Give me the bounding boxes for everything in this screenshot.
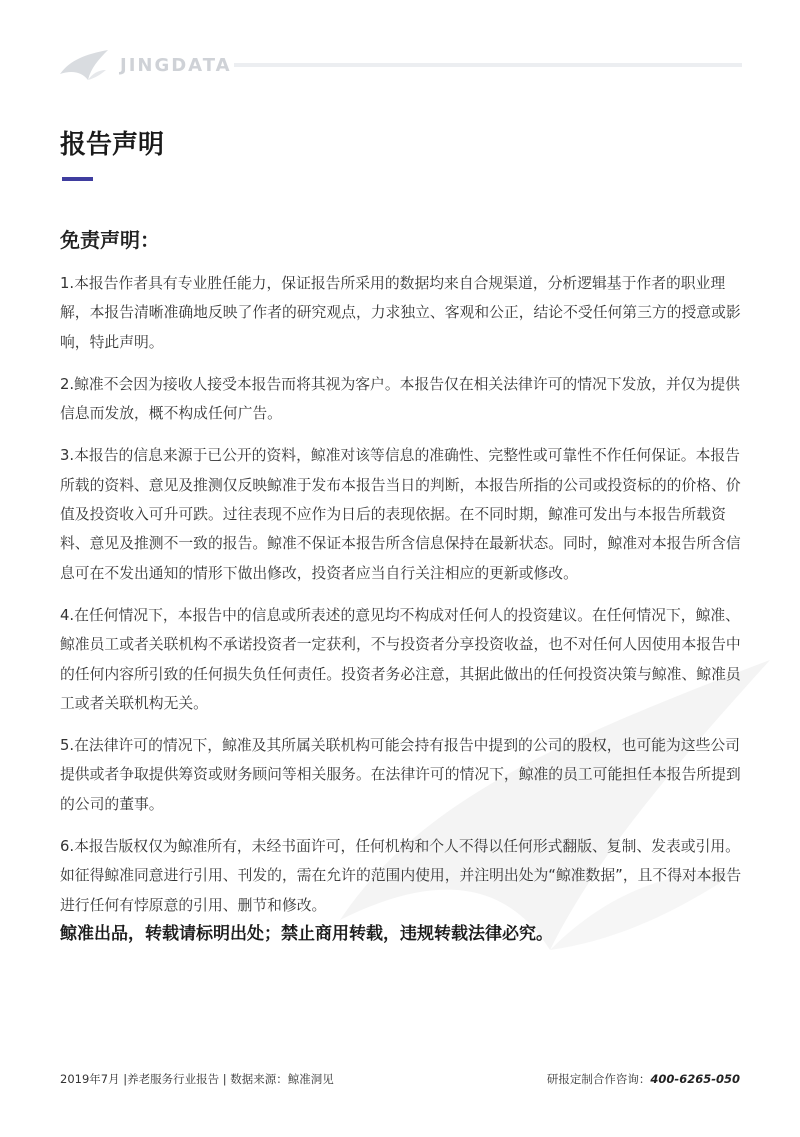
- disclaimer-paragraph-1: 1.本报告作者具有专业胜任能力，保证报告所采用的数据均来自合规渠道，分析逻辑基于作者的职业理解，本报告清晰准确地反映了作者的研究观点，力求独立、客观和公正，结论不受任何第三方的授意或影响，特此声明。: [60, 275, 741, 351]
- contact-label: 研报定制合作咨询：: [546, 1072, 651, 1086]
- disclaimer-paragraph-5: 5.在法律许可的情况下，鲸准及其所属关联机构可能会持有报告中提到的公司的股权，也可能为这些公司提供或者争取提供筹资或财务顾问等相关服务。在法律许可的情况下，鲸准的员工可能担任本报告所提到的公司的董事。: [60, 737, 741, 813]
- section-title: 免责声明：: [60, 228, 160, 252]
- page-footer: [60, 1071, 740, 1091]
- disclaimer-paragraph-6: 6.本报告版权仅为鲸准所有，未经书面许可，任何机构和个人不得以任何形式翻版、复制、发表或引用。如征得鲸准同意进行引用、刊发的，需在允许的范围内使用，并注明出处为“鲸准数据”，且不得对本报告进行任何有悖原意的引用、删节和修改。: [60, 838, 742, 914]
- copyright-notice: 鲸准出品，转载请标明出处；禁止商用转载，违规转载法律必究。: [60, 923, 553, 944]
- footer-report-info: 2019年7月 |养老服务行业报告 | 数据来源：鲸准洞见: [60, 1072, 334, 1086]
- page-title: 报告声明: [60, 130, 165, 160]
- page-header: [58, 46, 742, 86]
- header-divider: [234, 63, 742, 67]
- disclaimer-paragraph-3: 3.本报告的信息来源于已公开的资料，鲸准对该等信息的准确性、完整性或可靠性不作任何保证。本报告所载的资料、意见及推测仅反映鲸准于发布本报告当日的判断，本报告所指的公司或投资标的的价格、价值及投资收入可升可跌。过往表现不应作为日后的表现依据。在不同时期，鲸准可发出与本报告所载资料、意见及推测不一致的报告。鲸准不保证本报告所含信息保持在最新状态。同时，鲸准对本报告所含信息可在不发出通知的情形下做出修改，投资者应当自行关注相应的更新或修改。: [60, 447, 741, 582]
- whale-logo-icon: [58, 46, 110, 82]
- disclaimer-paragraph-2: 2.鲸准不会因为接收人接受本报告而将其视为客户。本报告仅在相关法律许可的情况下发放，并仅为提供信息而发放，概不构成任何广告。: [60, 375, 740, 423]
- disclaimer-paragraph-4: 4.在任何情况下，本报告中的信息或所表述的意见均不构成对任何人的投资建议。在任何情况下，鲸准、鲸准员工或者关联机构不承诺投资者一定获利，不与投资者分享投资收益，也不对任何人因使用本报告中的任何内容所引致的任何损失负任何责任。投资者务必注意，其据此做出的任何投资决策与鲸准、鲸准员工或者关联机构无关。: [60, 606, 741, 712]
- logo-wordmark: JINGDATA: [120, 55, 232, 76]
- disclaimer-body: [60, 269, 744, 947]
- contact-phone: 400-6265-050: [650, 1072, 740, 1086]
- footer-contact: [547, 1071, 740, 1087]
- title-accent-bar: [62, 177, 93, 181]
